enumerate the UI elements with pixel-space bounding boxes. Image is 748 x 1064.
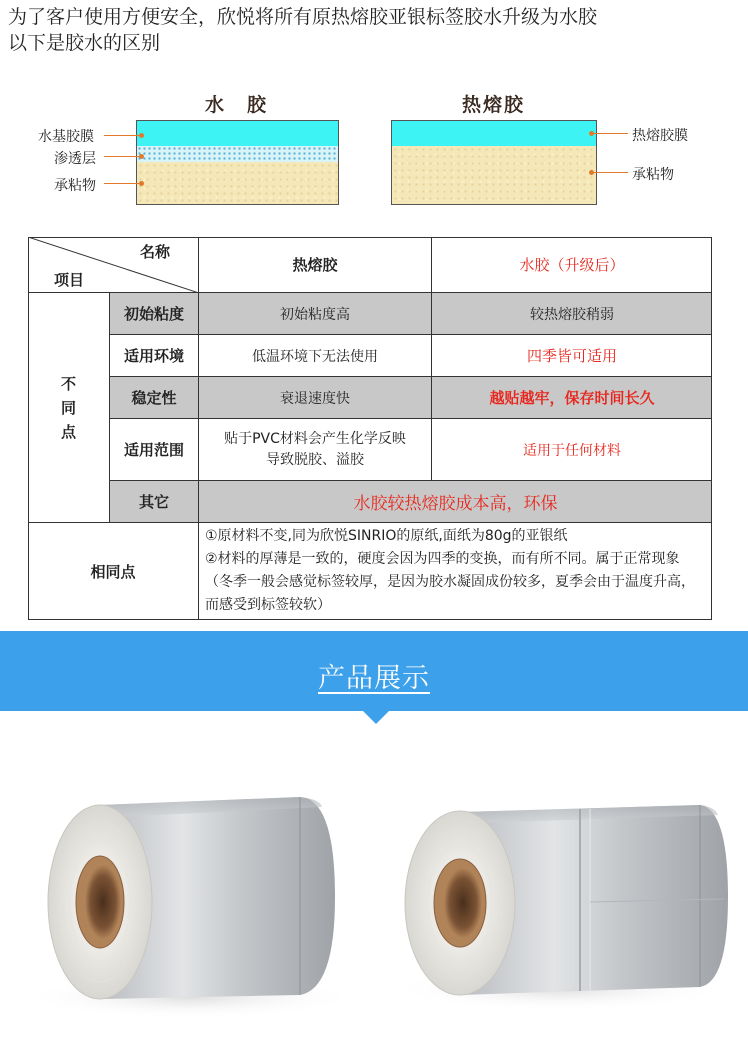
leader-dot [139, 181, 144, 186]
penetration-layer [136, 146, 339, 162]
row-same-value [199, 523, 712, 620]
label-water-substrate: 承粘物 [54, 178, 96, 194]
water-film-layer [136, 120, 339, 147]
leader-water-substrate [104, 183, 142, 184]
row-item-other: 其它 [110, 481, 199, 523]
row-water-stability: 越贴越牢，保存时间长久 [432, 377, 712, 419]
comparison-table [28, 237, 712, 620]
leader-hotmelt-film [592, 133, 628, 134]
hotmelt-substrate-layer [391, 146, 597, 205]
label-hotmelt-substrate: 承粘物 [632, 167, 674, 183]
row-water-scope: 适用于任何材料 [432, 419, 712, 481]
row-hotmelt-scope: 贴于PVC材料会产生化学反映 导致脱胶、溢胶 [199, 419, 432, 481]
group-label-differences: 不 同 点 [28, 293, 110, 523]
row-item-initial-tack: 初始粘度 [110, 293, 199, 335]
hotmelt-title: 热熔胶 [462, 94, 526, 116]
row-hotmelt-initial-tack: 初始粘度高 [199, 293, 432, 335]
row-hotmelt-environment: 低温环境下无法使用 [199, 335, 432, 377]
banner-arrow [363, 711, 389, 724]
corner-label-name: 名称 [140, 243, 171, 261]
intro-line-1: 为了客户使用方便安全，欣悦将所有原热熔胶亚银标签胶水升级为水胶 [8, 6, 598, 28]
leader-hotmelt-substrate [592, 172, 628, 173]
silver-label-roll-single [20, 797, 360, 1019]
same-point-2: ②材料的厚薄是一致的，硬度会因为四季的变换，而有所不同。属于正常现象（冬季一般会感觉标签较厚，是因为胶水凝固成份较多，夏季会由于温度升高，而感受到标签较软） [205, 551, 695, 613]
banner-title-text: 产品展示 [318, 663, 430, 694]
row-water-initial-tack: 较热熔胶稍弱 [432, 293, 712, 335]
silver-label-roll-double [390, 805, 730, 1011]
intro-text [8, 4, 738, 56]
hotmelt-film-layer [391, 120, 597, 147]
banner-title [0, 656, 748, 695]
header-hotmelt: 热熔胶 [199, 237, 432, 293]
label-water-film: 水基胶膜 [38, 129, 94, 145]
product-photo-area [0, 727, 748, 1064]
intro-line-2: 以下是胶水的区别 [8, 32, 161, 54]
label-penetration: 渗透层 [54, 151, 96, 167]
label-hotmelt-film: 热熔胶膜 [632, 128, 688, 144]
leader-penetration [104, 156, 142, 157]
water-substrate-layer [136, 162, 339, 205]
row-item-scope: 适用范围 [110, 419, 199, 481]
row-item-environment: 适用环境 [110, 335, 199, 377]
leader-dot [139, 133, 144, 138]
same-point-1: ①原材料不变,同为欣悦SINRIO的原纸,面纸为80g的亚银纸 [205, 528, 568, 544]
leader-water-film [104, 135, 142, 136]
row-item-stability: 稳定性 [110, 377, 199, 419]
corner-label-item: 项目 [54, 271, 85, 289]
table-corner-cell [28, 237, 199, 293]
row-other-value: 水胶较热熔胶成本高，环保 [199, 481, 712, 523]
water-glue-title: 水 胶 [205, 94, 269, 116]
header-water: 水胶（升级后） [432, 237, 712, 293]
row-hotmelt-stability: 衰退速度快 [199, 377, 432, 419]
row-water-environment: 四季皆可适用 [432, 335, 712, 377]
row-item-same: 相同点 [28, 523, 199, 620]
leader-dot [139, 154, 144, 159]
